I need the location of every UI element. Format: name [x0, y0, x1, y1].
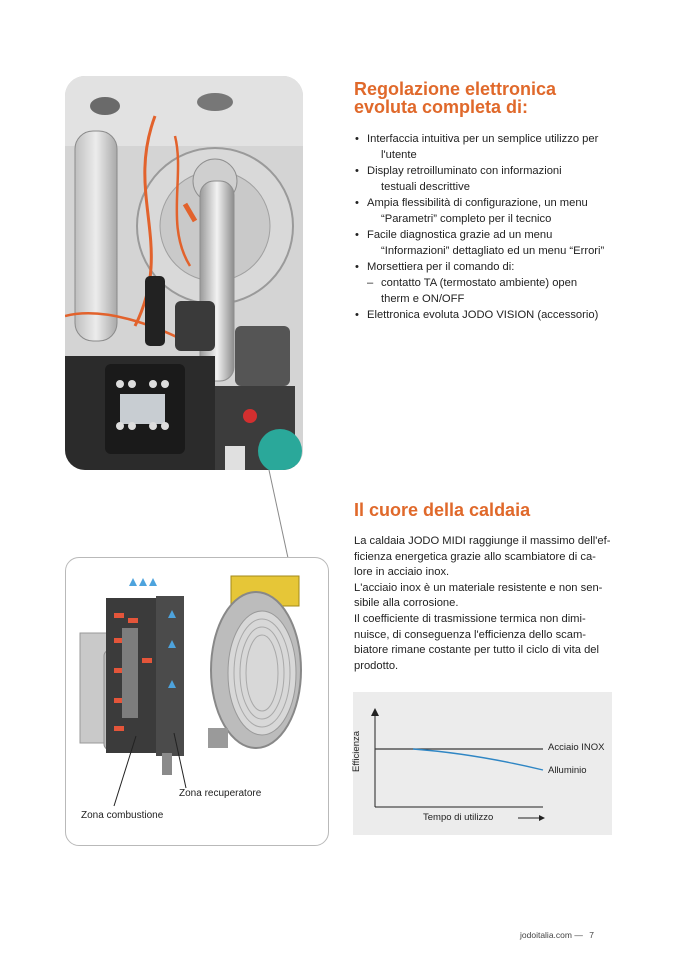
- feature-item: • Interfaccia intuitiva per un semplice utilizzo per: [354, 131, 622, 147]
- feature-item-continued: l'utente: [381, 149, 417, 161]
- legend-acciaio-inox: Acciaio INOX: [548, 742, 605, 753]
- feature-subitem: – contatto TA (termostato ambiente) open: [354, 275, 622, 291]
- heat-exchanger-card: [65, 557, 329, 846]
- boiler-interior-photo: [65, 76, 303, 470]
- y-axis-arrow: [371, 708, 379, 716]
- x-axis-label: Tempo di utilizzo: [423, 812, 494, 823]
- feature-item-continued: testuali descrittive: [381, 181, 470, 193]
- title-line-1: Regolazione elettronica: [354, 79, 557, 99]
- label-zona-combustione: Zona combustione: [81, 810, 164, 821]
- paragraph-line: Il coefficiente di trasmissione termica non dimi-: [354, 612, 586, 625]
- feature-item: • Ampia flessibilità di configurazione, un menu: [354, 195, 622, 211]
- feature-list: [354, 131, 622, 323]
- legend-alluminio: Alluminio: [548, 765, 587, 776]
- footer-page-number: 7: [589, 930, 594, 940]
- y-axis-label: Efficienza: [351, 730, 362, 772]
- paragraph-line: L'acciaio inox è un materiale resistente e non sen-: [354, 581, 603, 594]
- paragraph-line: ficienza energetica grazie allo scambiatore di ca-: [354, 550, 596, 563]
- paragraph-line: La caldaia JODO MIDI raggiunge il massimo dell'ef-: [354, 535, 611, 547]
- label-zona-recuperatore: Zona recuperatore: [179, 788, 262, 799]
- section-title-cuore: Il cuore della caldaia: [354, 500, 531, 520]
- paragraph-line: biatore rimane costante per tutto il ciclo di vita del: [354, 644, 600, 657]
- paragraph-line: sibile alla corrosione.: [354, 597, 459, 610]
- feature-item: • Morsettiera per il comando di:: [354, 259, 622, 275]
- title-line-2: evoluta completa di:: [354, 97, 529, 117]
- section-title-regolazione: [354, 80, 614, 116]
- paragraph-line: lore in acciaio inox.: [354, 566, 450, 579]
- feature-subitem-continued: therm e ON/OFF: [381, 293, 465, 305]
- feature-item: • Display retroilluminato con informazioni: [354, 163, 622, 179]
- feature-item: • Facile diagnostica grazie ad un menu: [354, 227, 622, 243]
- paragraph-line: nuisce, di conseguenza l'efficienza dello scam-: [354, 628, 587, 641]
- paragraph-line: prodotto.: [354, 659, 399, 672]
- feature-item: • Elettronica evoluta JODO VISION (accessorio): [354, 307, 622, 323]
- boiler-illustration: [65, 76, 303, 470]
- heat-exchanger-illustration: [66, 558, 328, 845]
- feature-item-continued: “Parametri” completo per il tecnico: [381, 213, 552, 225]
- efficiency-graph: [353, 692, 612, 835]
- series-alluminio: [413, 749, 543, 770]
- feature-item-continued: “Informazioni” dettagliato ed un menu “Errori”: [381, 245, 605, 257]
- footer-separator: —: [574, 930, 583, 940]
- footer-site: jodoitalia.com: [520, 930, 572, 940]
- page-footer: [520, 930, 640, 940]
- section-paragraph: [354, 534, 616, 674]
